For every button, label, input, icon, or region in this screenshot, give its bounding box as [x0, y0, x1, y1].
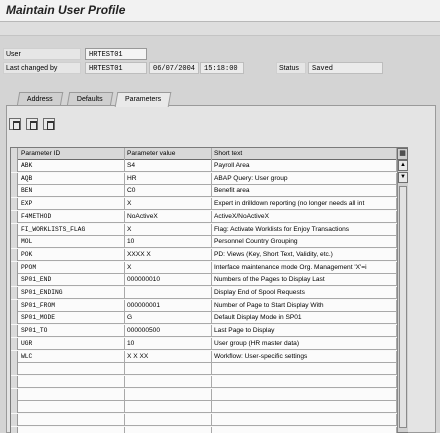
- parameters-table: [10, 147, 408, 433]
- parameter-value-cell[interactable]: HR: [125, 173, 212, 185]
- row-selector[interactable]: [11, 274, 18, 286]
- short-text-cell: ActiveX/NoActiveX: [212, 211, 397, 223]
- parameter-id-cell[interactable]: [19, 363, 125, 375]
- table-row[interactable]: [11, 414, 397, 426]
- row-selector[interactable]: [11, 249, 18, 261]
- last-changed-label: Last changed by: [3, 62, 81, 74]
- table-row[interactable]: [11, 274, 397, 286]
- parameter-value-cell[interactable]: 000000500: [125, 325, 212, 337]
- row-selector[interactable]: [11, 312, 18, 324]
- parameter-id-cell[interactable]: [19, 376, 125, 388]
- table-row[interactable]: [11, 376, 397, 388]
- scrollbar-thumb[interactable]: [399, 186, 407, 428]
- table-row[interactable]: [11, 338, 397, 350]
- parameter-id-cell[interactable]: SP01_FROM: [19, 300, 125, 312]
- short-text-cell: Interface maintenance mode Org. Management 'X'=i: [212, 262, 397, 274]
- short-text-cell: Last Page to Display: [212, 325, 397, 337]
- parameter-id-cell[interactable]: SP01_TO: [19, 325, 125, 337]
- status-label: Status: [276, 62, 306, 74]
- parameter-id-cell[interactable]: [19, 427, 125, 433]
- user-field[interactable]: HRTEST01: [85, 48, 147, 60]
- row-selector[interactable]: [11, 287, 18, 299]
- row-selector[interactable]: [11, 198, 18, 210]
- parameter-id-cell[interactable]: MOL: [19, 236, 125, 248]
- table-row[interactable]: [11, 300, 397, 312]
- parameter-value-cell[interactable]: 10: [125, 338, 212, 350]
- application-toolbar: [0, 22, 440, 36]
- row-selector[interactable]: [11, 351, 18, 363]
- row-selector[interactable]: [11, 224, 18, 236]
- page-title: Maintain User Profile: [6, 3, 126, 17]
- row-selector[interactable]: [11, 173, 18, 185]
- short-text-cell: Default Display Mode in SP01: [212, 312, 397, 324]
- parameter-value-cell[interactable]: X: [125, 198, 212, 210]
- short-text-cell: [212, 427, 397, 433]
- parameter-id-cell[interactable]: EXP: [19, 198, 125, 210]
- short-text-cell: Display End of Spool Requests: [212, 287, 397, 299]
- row-selector[interactable]: [11, 236, 18, 248]
- table-row[interactable]: [11, 160, 397, 172]
- parameter-value-cell[interactable]: NoActiveX: [125, 211, 212, 223]
- short-text-cell: [212, 376, 397, 388]
- parameter-value-cell[interactable]: [125, 389, 212, 401]
- parameter-id-cell[interactable]: F4METHOD: [19, 211, 125, 223]
- table-row[interactable]: [11, 312, 397, 324]
- last-changed-by-field: HRTEST01: [85, 62, 147, 74]
- parameter-id-cell[interactable]: WLC: [19, 351, 125, 363]
- parameter-id-cell[interactable]: [19, 389, 125, 401]
- short-text-cell: Benefit area: [212, 185, 397, 197]
- short-text-cell: [212, 401, 397, 413]
- table-row[interactable]: [11, 401, 397, 413]
- parameter-id-cell[interactable]: SP01_END: [19, 274, 125, 286]
- tab-strip: [6, 92, 436, 106]
- table-row[interactable]: [11, 262, 397, 274]
- append-row-icon[interactable]: [9, 118, 21, 130]
- short-text-cell: PD: Views (Key, Short Text, Validity, etc.): [212, 249, 397, 261]
- row-selector[interactable]: [11, 262, 18, 274]
- short-text-cell: User group (HR master data): [212, 338, 397, 350]
- row-selector[interactable]: [11, 363, 18, 375]
- row-selector[interactable]: [11, 427, 18, 433]
- parameter-value-cell[interactable]: 000000001: [125, 300, 212, 312]
- table-row[interactable]: [11, 427, 397, 433]
- arrow-up-icon[interactable]: ▲: [398, 160, 408, 171]
- tab-parameters-label: Parameters: [125, 96, 162, 103]
- parameter-id-cell[interactable]: [19, 401, 125, 413]
- short-text-cell: [212, 363, 397, 375]
- table-row[interactable]: [11, 198, 397, 210]
- row-selector[interactable]: [11, 338, 18, 350]
- last-changed-date-field: 06/07/2004: [149, 62, 199, 74]
- parameter-value-cell[interactable]: [125, 401, 212, 413]
- parameter-value-cell[interactable]: C0: [125, 185, 212, 197]
- row-selector[interactable]: [11, 185, 18, 197]
- tab-defaults[interactable]: [67, 92, 113, 106]
- parameter-id-cell[interactable]: PPOM: [19, 262, 125, 274]
- parameter-value-cell[interactable]: [125, 363, 212, 375]
- table-row[interactable]: [11, 173, 397, 185]
- table-row[interactable]: [11, 211, 397, 223]
- parameter-value-cell[interactable]: X: [125, 224, 212, 236]
- parameter-value-cell[interactable]: 10: [125, 236, 212, 248]
- parameter-value-cell[interactable]: 000000010: [125, 274, 212, 286]
- row-selector[interactable]: [11, 325, 18, 337]
- parameter-value-cell[interactable]: [125, 287, 212, 299]
- column-header-parameter-id[interactable]: Parameter ID: [19, 148, 125, 160]
- short-text-cell: Number of Page to Start Display With: [212, 300, 397, 312]
- tab-defaults-label: Defaults: [76, 96, 103, 103]
- row-selector[interactable]: [11, 401, 18, 413]
- table-row[interactable]: [11, 236, 397, 248]
- table-header: [11, 148, 397, 160]
- tab-address[interactable]: [17, 92, 63, 106]
- row-selector[interactable]: [11, 376, 18, 388]
- parameter-value-cell[interactable]: X: [125, 262, 212, 274]
- parameter-id-cell[interactable]: ABK: [19, 160, 125, 172]
- table-row[interactable]: [11, 287, 397, 299]
- table-row[interactable]: [11, 185, 397, 197]
- parameter-value-cell[interactable]: [125, 376, 212, 388]
- parameter-id-cell[interactable]: SP01_ENDING: [19, 287, 125, 299]
- short-text-cell: Payroll Area: [212, 160, 397, 172]
- row-selector[interactable]: [11, 389, 18, 401]
- parameter-value-cell[interactable]: [125, 414, 212, 426]
- parameter-id-cell[interactable]: AQB: [19, 173, 125, 185]
- short-text-cell: [212, 414, 397, 426]
- table-row[interactable]: [11, 351, 397, 363]
- row-selector[interactable]: [11, 414, 18, 426]
- parameter-value-cell[interactable]: G: [125, 312, 212, 324]
- short-text-cell: Workflow: User-specific settings: [212, 351, 397, 363]
- parameter-value-cell[interactable]: [125, 427, 212, 433]
- short-text-cell: Expert in drilldown reporting (no longer needs all int: [212, 198, 397, 210]
- title-bar: [0, 0, 440, 22]
- row-selector[interactable]: [11, 211, 18, 223]
- status-field: Saved: [308, 62, 383, 74]
- parameter-value-cell[interactable]: X X XX: [125, 351, 212, 363]
- row-selector[interactable]: [11, 300, 18, 312]
- user-label: User: [3, 48, 81, 60]
- short-text-cell: Flag: Activate Worklists for Enjoy Transactions: [212, 224, 397, 236]
- row-selector[interactable]: [11, 160, 18, 172]
- table-row[interactable]: [11, 363, 397, 375]
- short-text-cell: ABAP Query: User group: [212, 173, 397, 185]
- parameter-id-cell[interactable]: BEN: [19, 185, 125, 197]
- short-text-cell: Numbers of the Pages to Display Last: [212, 274, 397, 286]
- parameter-id-cell[interactable]: SP01_MODE: [19, 312, 125, 324]
- table-row[interactable]: [11, 389, 397, 401]
- parameter-id-cell[interactable]: UGR: [19, 338, 125, 350]
- parameter-id-cell[interactable]: FI_WORKLISTS_FLAG: [19, 224, 125, 236]
- parameter-value-cell[interactable]: XXXX X: [125, 249, 212, 261]
- table-row[interactable]: [11, 325, 397, 337]
- arrow-down-icon[interactable]: ▼: [398, 172, 408, 183]
- column-header-short-text[interactable]: Short text: [212, 148, 397, 160]
- insert-row-icon[interactable]: [26, 118, 38, 130]
- short-text-cell: Personnel Country Grouping: [212, 236, 397, 248]
- parameter-value-cell[interactable]: S4: [125, 160, 212, 172]
- last-changed-time-field: 15:18:00: [200, 62, 244, 74]
- table-row[interactable]: [11, 249, 397, 261]
- select-all-cell[interactable]: [11, 148, 18, 160]
- table-settings-icon[interactable]: ▦: [397, 148, 408, 160]
- vertical-scrollbar[interactable]: [397, 160, 408, 432]
- table-row[interactable]: [11, 224, 397, 236]
- delete-row-icon[interactable]: [43, 118, 55, 130]
- column-header-parameter-value[interactable]: Parameter value: [125, 148, 212, 160]
- tab-address-label: Address: [26, 96, 53, 103]
- parameter-id-cell[interactable]: [19, 414, 125, 426]
- parameter-id-cell[interactable]: POK: [19, 249, 125, 261]
- tab-parameters[interactable]: [115, 92, 172, 107]
- short-text-cell: [212, 389, 397, 401]
